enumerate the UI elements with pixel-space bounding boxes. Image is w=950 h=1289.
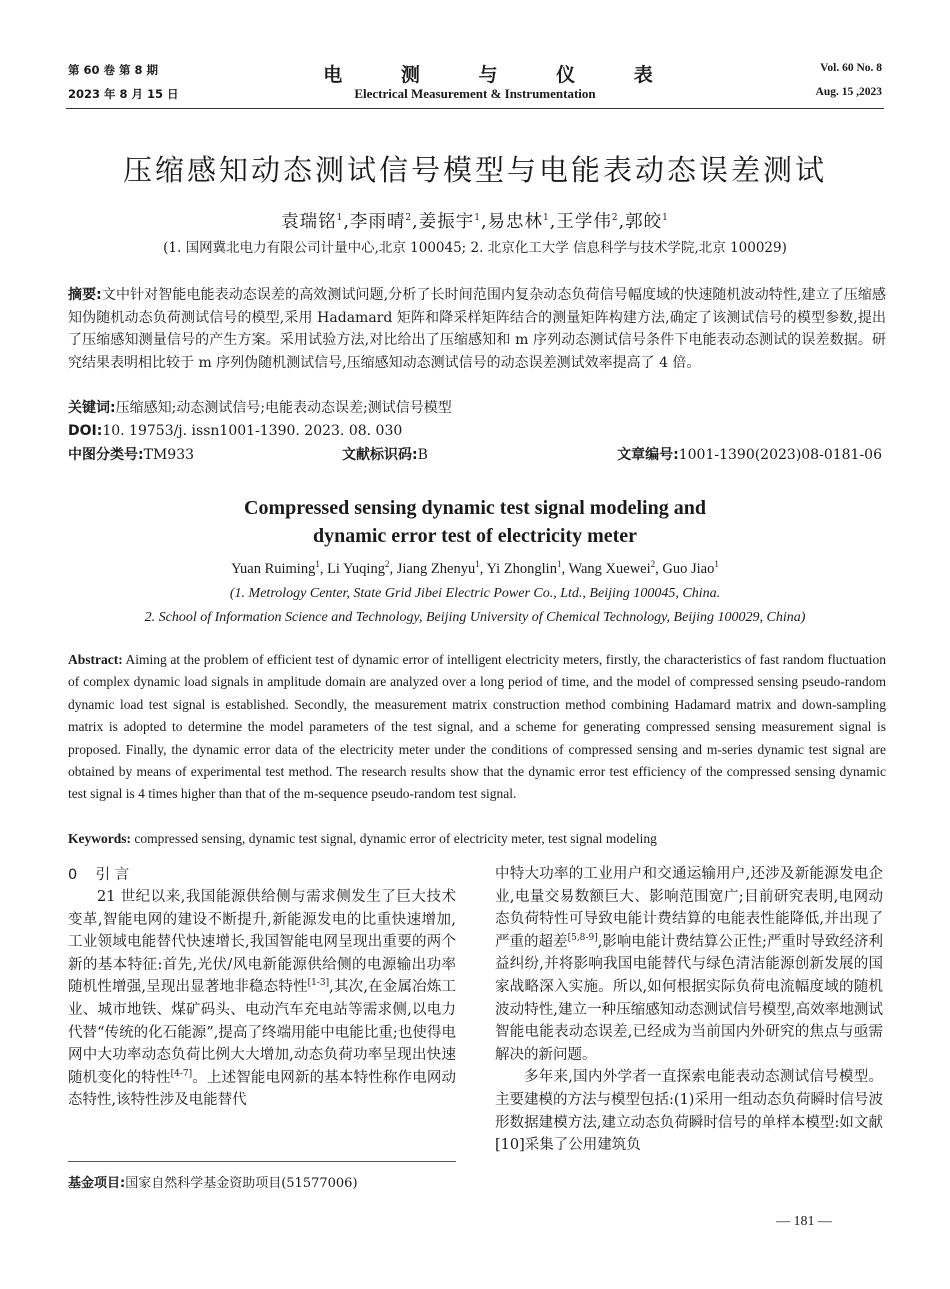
author-cn: 袁瑞铭 [281,212,337,232]
authors-en: Yuan Ruiming$^1$, Li Yuqing$^2$, Jiang Zhenyu$^1$, Yi Zhonglin$^1$, Wang Xuewei$^2$, Guo Jiao$^1$ [231,559,719,577]
date-cn: 2023 年 8 月 15 日 [68,87,179,101]
intro-paragraph-2: 多年来,国内外学者一直探索电能表动态测试信号模型。主要建模的方法与模型包括:(1)采用一组动态负荷瞬时信号波形数据建模方法,建立动态负荷瞬时信号的单样本模型:如文献[10]采集了公用建筑负 [495,1069,883,1154]
volume-issue-cn: 第 60 卷 第 8 期 [68,63,159,77]
keywords-cn: 关键词:压缩感知;动态测试信号;电能表动态误差;测试信号模型 [68,400,452,416]
document-code: 文献标识码:B [342,447,428,463]
header-rule [66,108,884,109]
volume-issue-en: Vol. 60 No. 8 [820,62,882,74]
authors-cn: 袁瑞铭$^1$,李雨晴$^2$,姜振宇$^1$,易忠林$^1$,王学伟$^2$,郭皎$^1$ [281,212,669,232]
journal-name-en: Electrical Measurement & Instrumentation [354,86,596,101]
intro-paragraph: 21 世纪以来,我国能源供给侧与需求侧发生了巨大技术变革,智能电网的建设不断提升,新能源发电的比重快速增加,工业领域电能替代快速增长,我国智能电网呈现出重要的两个新的基本特征:首先,光伏/风电新能源供给侧的电源输出功率随机性增强,呈现出显著地非稳态特性[1-3],其次,在金属冶炼工业、城市地铁、煤矿码头、电动汽车充电站等需求侧,以电力代替“传统的化石能源”,提高了终端用能中电能比重;也使得电网中大功率动态负荷比例大大增加,动态负荷功率呈现出快速随机变化的特性[4-7]。上述智能电网新的基本特性称作电网动态特性,该特性涉及电能替代 [68,889,457,1109]
author-cn: 李雨晴 [349,212,406,232]
article-number: 文章编号:1001-1390(2023)08-0181-06 [617,447,882,463]
right-column [495,863,883,1157]
intro-paragraph-cont: 中特大功率的工业用户和交通运输用户,还涉及新能源发电企业,电量交易数额巨大、影响范围宽广;目前研究表明,电网动态负荷特性可导致电能计费结算的电能表性能降低,并出现了严重的超差[5,8-9],影响电能计费结算公正性;严重时导致经济利益纠纷,并将影响我国电能替代与绿色清洁能源创新发展的国家战略深入实施。所以,如何根据实际负荷电流幅度域的随机波动特性,建立一种压缩感知动态测试信号模型,高效率地测试智能电能表动态误差,已经成为当前国内外研究的焦点与亟需解决的新问题。 [495,866,883,1063]
doi: DOI:10. 19753/j. issn1001-1390. 2023. 08. 030 [68,423,403,439]
abstract-cn-text: 文中针对智能电能表动态误差的高效测试问题,分析了长时间范围内复杂动态负荷信号幅度域的快速随机波动特性,建立了压缩感知伪随机动态负荷测试信号的模型,采用 Hadamard 矩阵和降采样矩阵结合的测量矩阵构建方法,确定了该测试信号的模型参数,提出了压缩感知测量信号的产生方案。采用试验方法,对比给出了压缩感知和 m 序列动态测试信号条件下电能表动态测试的误差数据。研究结果表明相比较于 m 序列伪随机测试信号,压缩感知动态测试信号的动态误差测试效率提高了 4 倍。 [68,287,886,371]
abstract-cn-label: 摘要: [68,287,102,303]
author-cn: 郭皎 [625,212,663,232]
author-cn: 易忠林 [487,212,544,232]
author-cn: 姜振宇 [418,212,475,232]
abstract-cn [68,284,886,374]
page-number: — 181 — [776,1214,832,1229]
section-heading: 0 引 言 [68,867,130,883]
left-column [68,886,456,1112]
journal-name-cn: 电 测 与 仪 表 [323,64,679,86]
abstract-en-label: Abstract: [68,652,123,667]
funding-note: 基金项目:国家自然科学基金资助项目(51577006) [68,1176,358,1191]
clc-number: 中图分类号:TM933 [68,447,195,463]
affiliation-cn: (1. 国网冀北电力有限公司计量中心,北京 100045; 2. 北京化工大学 信息科学与技术学院,北京 100029) [163,240,787,256]
affiliation-en-line1: (1. Metrology Center, State Grid Jibei Electric Power Co., Ltd., Beijing 100045, China. [229,586,721,601]
paper-title-en: Compressed sensing dynamic test signal modeling and dynamic error test of electricity meter [244,497,706,547]
date-en: Aug. 15 ,2023 [815,86,882,98]
affiliation-en-line2: 2. School of Information Science and Technology, Beijing University of Chemical Technology, Beijing 100029, China) [144,610,806,625]
abstract-en-text: Aiming at the problem of efficient test of dynamic error of intelligent electricity meters, firstly, the characteristics of fast random fluctuation of complex dynamic load signals in amplitude domain are analyzed over a long period of time, and the model of compressed sensing pseudo-random dynamic load test signal is established. Secondly, the measurement matrix construction method combining Hadamard matrix and down-sampling matrix is adopted to determine the model parameters of the test signal, and a scheme for generating compressed sensing measurement signal is proposed. Finally, the dynamic error data of the electricity meter under the conditions of compressed sensing and m-series dynamic test signal are obtained by means of experimental test method. The research results show that the dynamic error test efficiency of the compressed sensing dynamic test signal is 4 times higher than that of the m-sequence pseudo-random test signal. [68,652,886,802]
abstract-en [68,649,886,806]
author-cn: 王学伟 [556,212,612,232]
footnote-rule [68,1161,456,1162]
paper-title-cn: 压缩感知动态测试信号模型与电能表动态误差测试 [122,153,827,187]
keywords-en: Keywords: compressed sensing, dynamic test signal, dynamic error of electricity meter, test signal modeling [68,831,657,846]
